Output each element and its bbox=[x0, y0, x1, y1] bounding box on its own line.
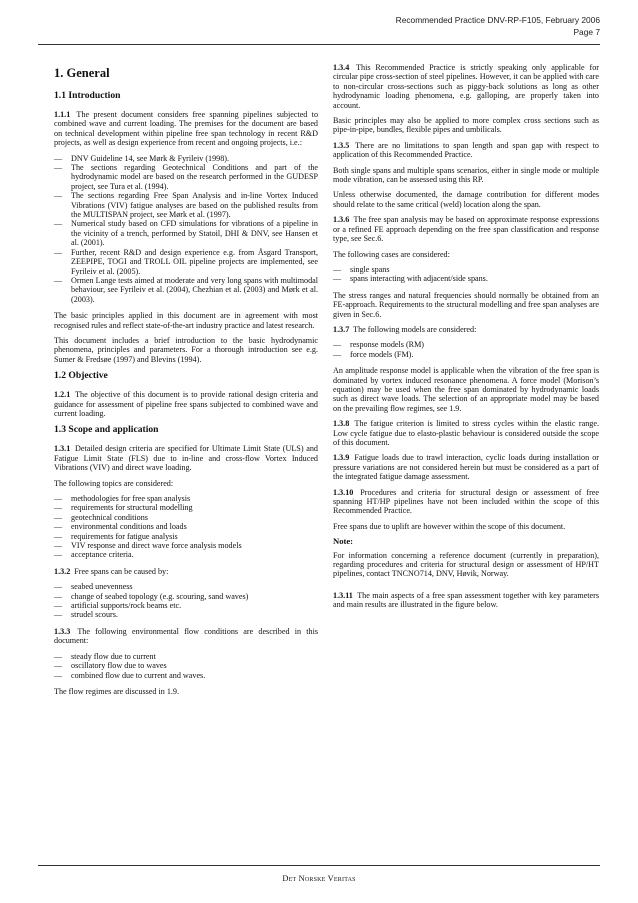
topics-list bbox=[54, 494, 318, 560]
header-title: Recommended Practice DNV-RP-F105, February 2006 bbox=[395, 15, 600, 25]
para-topics-intro: The following topics are considered: bbox=[54, 478, 174, 488]
list-item: — methodologies for free span analysis bbox=[54, 494, 318, 503]
para-number: 1.3.1 bbox=[54, 444, 71, 454]
para-1-3-10: 1.3.10 Procedures and criteria for structural design or assessment of free spanning HT/HP pipelines have not been included within the scope of this Recommended Practice. bbox=[333, 487, 599, 516]
list-item: — VIV response and direct wave force analysis models bbox=[54, 541, 318, 550]
note-label: Note: bbox=[333, 536, 354, 547]
list-item: — seabed unevenness bbox=[54, 582, 318, 591]
para-1-3-7: 1.3.7 The following models are considered: bbox=[333, 324, 477, 334]
para-1-3-9: 1.3.9 Fatigue loads due to trawl interaction, cyclic loads during installation or pressure variations are not considered herein but must be considered as a part of the integrated fatigue damage assessment. bbox=[333, 453, 599, 482]
section-title-general: 1. General bbox=[54, 66, 110, 80]
para-number: 1.3.10 bbox=[333, 487, 354, 497]
para-1-3-2: 1.3.2 Free spans can be caused by: bbox=[54, 566, 169, 576]
list-item: — Ormen Lange tests aimed at moderate and very long spans with multimodal behaviour, see Fyrileiv et al. (2004), Chezhian et al. (2003) and Mørk et al. (2003). bbox=[54, 276, 318, 304]
list-item: — Numerical study based on CFD simulations for vibrations of a pipeline in the vicinity of a trench, performed by Statoil, DHI & DNV, see Hansen et al. (2001). bbox=[54, 219, 318, 247]
list-item: — Further, recent R&D and design experience e.g. from Åsgard Transport, ZEEPIPE, TOGI and TROLL OIL pipeline projects are implemented, see Fyrileiv et al. (2005). bbox=[54, 248, 318, 276]
list-item: — single spans bbox=[333, 265, 599, 274]
list-item: — geotechnical conditions bbox=[54, 513, 318, 522]
header-page-number: Page 7 bbox=[573, 27, 600, 37]
page-header bbox=[396, 14, 600, 38]
list-item: — requirements for structural modelling bbox=[54, 503, 318, 512]
para-stress-ranges: The stress ranges and natural frequencies should normally be obtained from an FE-approach. Requirements to the structural modelling and free span analyses are given in Sec.6. bbox=[333, 290, 600, 319]
heading-introduction: 1.1 Introduction bbox=[54, 90, 121, 101]
list-item: — The sections regarding Geotechnical Conditions and part of the hydrodynamic model are based on the research performed in the GUDESP project, see Tura et al. (1994). bbox=[54, 163, 318, 191]
cases-list bbox=[333, 265, 599, 284]
para-basic-principles: The basic principles applied in this document are in agreement with most recognised rules and reflect state-of-the-art industry practice and latest research. bbox=[54, 311, 318, 330]
para-number: 1.3.9 bbox=[333, 453, 350, 463]
para-1-3-8: 1.3.8 The fatigue criterion is limited to stress cycles within the elastic range. Low cycle fatigue due to elasto-plastic behaviour is considered outside the scope of this document. bbox=[333, 419, 599, 447]
list-item: — force models (FM). bbox=[333, 350, 599, 359]
para-amplitude-model: An amplitude response model is applicable when the vibration of the free span is dominated by vortex induced resonance phenomena. A force model (Morison’s equation) may be used when the free span dominated by hydrodynamic loads such as direct wave loads. The selection of an appropriate model may be based on the prevailing flow regimes, see 1.9. bbox=[333, 366, 599, 413]
list-item: — change of seabed topology (e.g. scouring, sand waves) bbox=[54, 592, 318, 601]
para-number: 1.2.1 bbox=[54, 390, 71, 400]
heading-scope: 1.3 Scope and application bbox=[54, 424, 159, 436]
para-damage-contribution: Unless otherwise documented, the damage contribution for different modes should relate to the same critical (weld) location along the span. bbox=[333, 190, 599, 209]
list-item: — requirements for fatigue analysis bbox=[54, 532, 318, 541]
para-1-3-4: 1.3.4 This Recommended Practice is strictly speaking only applicable for circular pipe cross-section of steel pipelines. However, it can be applied with care to non-circular cross-sections such as piggy-back solutions as long as other hydrodynamic loading phenomena, e.g. galloping, are properly taken into account. bbox=[333, 63, 600, 110]
list-item: — acceptance criteria. bbox=[54, 550, 318, 559]
para-cases-intro: The following cases are considered: bbox=[333, 249, 450, 259]
list-item: — combined flow due to current and waves. bbox=[54, 671, 318, 680]
list-item: — artificial supports/rock beams etc. bbox=[54, 601, 318, 610]
heading-objective: 1.2 Objective bbox=[54, 370, 108, 382]
flow-conditions-list bbox=[54, 652, 318, 680]
right-column bbox=[333, 63, 599, 616]
list-item: — environmental conditions and loads bbox=[54, 522, 318, 531]
para-number: 1.3.4 bbox=[333, 63, 350, 72]
para-flow-regimes: The flow regimes are discussed in 1.9. bbox=[54, 686, 180, 696]
para-1-3-11: 1.3.11 The main aspects of a free span assessment together with key parameters and main results are illustrated in the figure below. bbox=[333, 590, 599, 610]
para-number: 1.3.3 bbox=[54, 626, 71, 636]
list-item: — strudel scours. bbox=[54, 610, 318, 619]
para-number: 1.1.1 bbox=[54, 110, 71, 119]
para-number: 1.3.2 bbox=[54, 566, 71, 576]
para-1-3-1: 1.3.1 Detailed design criteria are specified for Ultimate Limit State (ULS) and Fatigue Limit State (FLS) due to in-line and cross-flow Vortex Induced Vibrations (VIV) and direct wave loading. bbox=[54, 444, 318, 473]
para-1-3-5: 1.3.5 There are no limitations to span length and span gap with respect to application of this Recommended Practice. bbox=[333, 140, 599, 160]
reference-list bbox=[54, 154, 318, 305]
para-number: 1.3.8 bbox=[333, 419, 350, 429]
list-item: — oscillatory flow due to waves bbox=[54, 661, 318, 670]
para-number: 1.3.7 bbox=[333, 324, 350, 334]
list-item: — The sections regarding Free Span Analysis and in-line Vortex Induced Vibrations (VIV) fatigue analyses are based on the published results from the MULTISPAN project, see Mørk et al. (1997). bbox=[54, 191, 318, 219]
list-item: — DNV Guideline 14, see Mørk & Fyrileiv (1998). bbox=[54, 154, 318, 163]
list-item: — spans interacting with adjacent/side spans. bbox=[333, 274, 599, 283]
list-item: — response models (RM) bbox=[333, 340, 599, 349]
para-single-multiple-spans: Both single spans and multiple spans scenarios, either in single mode or multiple mode vibration, can be assessed using this RP. bbox=[333, 165, 599, 185]
para-brief-introduction: This document includes a brief introduction to the basic hydrodynamic phenomena, principles and parameters. For a thorough introduction see e.g. Sumer & Fredsøe (1997) and Blevins (1994). bbox=[54, 335, 318, 364]
left-column bbox=[54, 63, 318, 702]
para-1-3-3: 1.3.3 The following environmental flow conditions are described in this document: bbox=[54, 626, 318, 646]
para-uplift: Free spans due to uplift are however within the scope of this document. bbox=[333, 521, 566, 531]
para-complex-sections: Basic principles may also be applied to more complex cross sections such as pipe-in-pipe, bundles, flexible pipes and umbilicals. bbox=[333, 116, 599, 135]
header-rule bbox=[38, 44, 600, 45]
para-1-3-6: 1.3.6 The free span analysis may be based on approximate response expressions or a refined FE approach depending on the free span classification and response type, see Sec.6. bbox=[333, 215, 599, 244]
para-1-1-1: 1.1.1 The present document considers free spanning pipelines subjected to combined wave and current loading. The premises for the document are based on technical development within pipeline free span technology in recent R&D projects, as well as design experience from recent and ongoing projects, i.e.: bbox=[54, 110, 319, 148]
note-text: For information concerning a reference document (currently in preparation), regarding procedures and criteria for structural design or assessment of HP/HT pipelines, contact TNCNO714, DNV, Høvik, Norway. bbox=[333, 550, 599, 579]
footer-rule bbox=[38, 865, 600, 866]
page-footer: Det Norske Veritas bbox=[282, 874, 356, 883]
causes-list bbox=[54, 582, 318, 620]
models-list bbox=[333, 340, 599, 359]
para-1-2-1: 1.2.1 The objective of this document is to provide rational design criteria and guidance for assessment of pipeline free spans subjected to combined wave and current loading. bbox=[54, 390, 318, 418]
list-item: — steady flow due to current bbox=[54, 652, 318, 661]
para-number: 1.3.11 bbox=[333, 590, 353, 600]
para-number: 1.3.6 bbox=[333, 215, 350, 225]
para-number: 1.3.5 bbox=[333, 140, 350, 150]
